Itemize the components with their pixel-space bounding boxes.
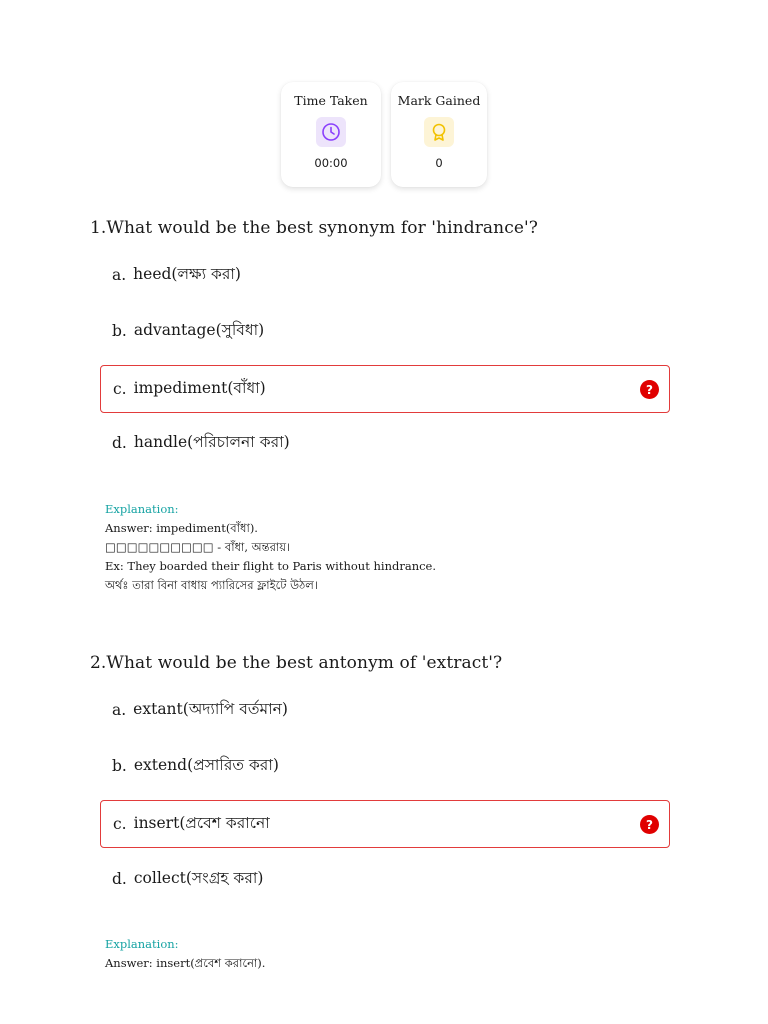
option-letter: b. bbox=[112, 322, 127, 340]
mark-gained-label: Mark Gained bbox=[397, 93, 481, 108]
option-text: heed(লক্ষ্য করা) bbox=[133, 265, 241, 283]
question-mark-icon: ? bbox=[640, 380, 659, 399]
clock-icon bbox=[316, 117, 346, 147]
explanation-line: Answer: insert(প্রবেশ করানো). bbox=[105, 956, 266, 970]
option-letter: b. bbox=[112, 757, 127, 775]
option-a[interactable] bbox=[100, 251, 670, 299]
option-letter: a. bbox=[112, 266, 127, 284]
option-letter: d. bbox=[112, 434, 127, 452]
option-letter: c. bbox=[113, 380, 127, 398]
award-icon bbox=[424, 117, 454, 147]
option-text: extend(প্রসারিত করা) bbox=[133, 756, 279, 774]
option-text: extant(অদ্যাপি বর্তমান) bbox=[133, 700, 288, 718]
option-text: handle(পরিচালনা করা) bbox=[133, 433, 290, 451]
option-text: insert(প্রবেশ করানো bbox=[133, 814, 270, 832]
mark-gained-value: 0 bbox=[435, 156, 443, 170]
option-text: advantage(সুবিধা) bbox=[133, 321, 265, 339]
option-c[interactable] bbox=[100, 800, 670, 848]
option-d[interactable] bbox=[100, 855, 670, 903]
time-taken-label: Time Taken bbox=[294, 93, 368, 108]
mark-gained-card bbox=[391, 82, 487, 187]
option-letter: d. bbox=[112, 870, 127, 888]
option-d[interactable] bbox=[100, 419, 670, 467]
explanation bbox=[105, 935, 665, 973]
question-title: 1.What would be the best synonym for 'hindrance'? bbox=[90, 218, 538, 238]
option-text: impediment(বাঁধা) bbox=[133, 379, 266, 397]
option-b[interactable] bbox=[100, 742, 670, 790]
explanation-line: অর্থঃ তারা বিনা বাধায় প্যারিসের ফ্লাইটে উঠল। bbox=[105, 578, 318, 592]
option-a[interactable] bbox=[100, 686, 670, 734]
option-letter: c. bbox=[113, 815, 127, 833]
explanation-line: Answer: impediment(বাঁধা). bbox=[105, 521, 258, 535]
stats-bar bbox=[281, 82, 487, 187]
option-b[interactable] bbox=[100, 307, 670, 355]
question-1 bbox=[90, 218, 670, 592]
explanation-line: □□□□□□□□□□ - বাঁধা, অন্তরায়। bbox=[105, 540, 291, 554]
explanation-line: Ex: They boarded their flight to Paris without hindrance. bbox=[105, 559, 437, 573]
question-title: 2.What would be the best antonym of 'extract'? bbox=[90, 653, 503, 673]
explanation bbox=[105, 500, 665, 595]
time-taken-value: 00:00 bbox=[314, 156, 348, 170]
option-letter: a. bbox=[112, 701, 127, 719]
time-taken-card bbox=[281, 82, 381, 187]
explanation-heading: Explanation: bbox=[105, 502, 179, 516]
question-2 bbox=[90, 653, 670, 970]
option-text: collect(সংগ্রহ করা) bbox=[133, 869, 264, 887]
explanation-heading: Explanation: bbox=[105, 937, 179, 951]
question-mark-icon: ? bbox=[640, 815, 659, 834]
option-c[interactable] bbox=[100, 365, 670, 413]
